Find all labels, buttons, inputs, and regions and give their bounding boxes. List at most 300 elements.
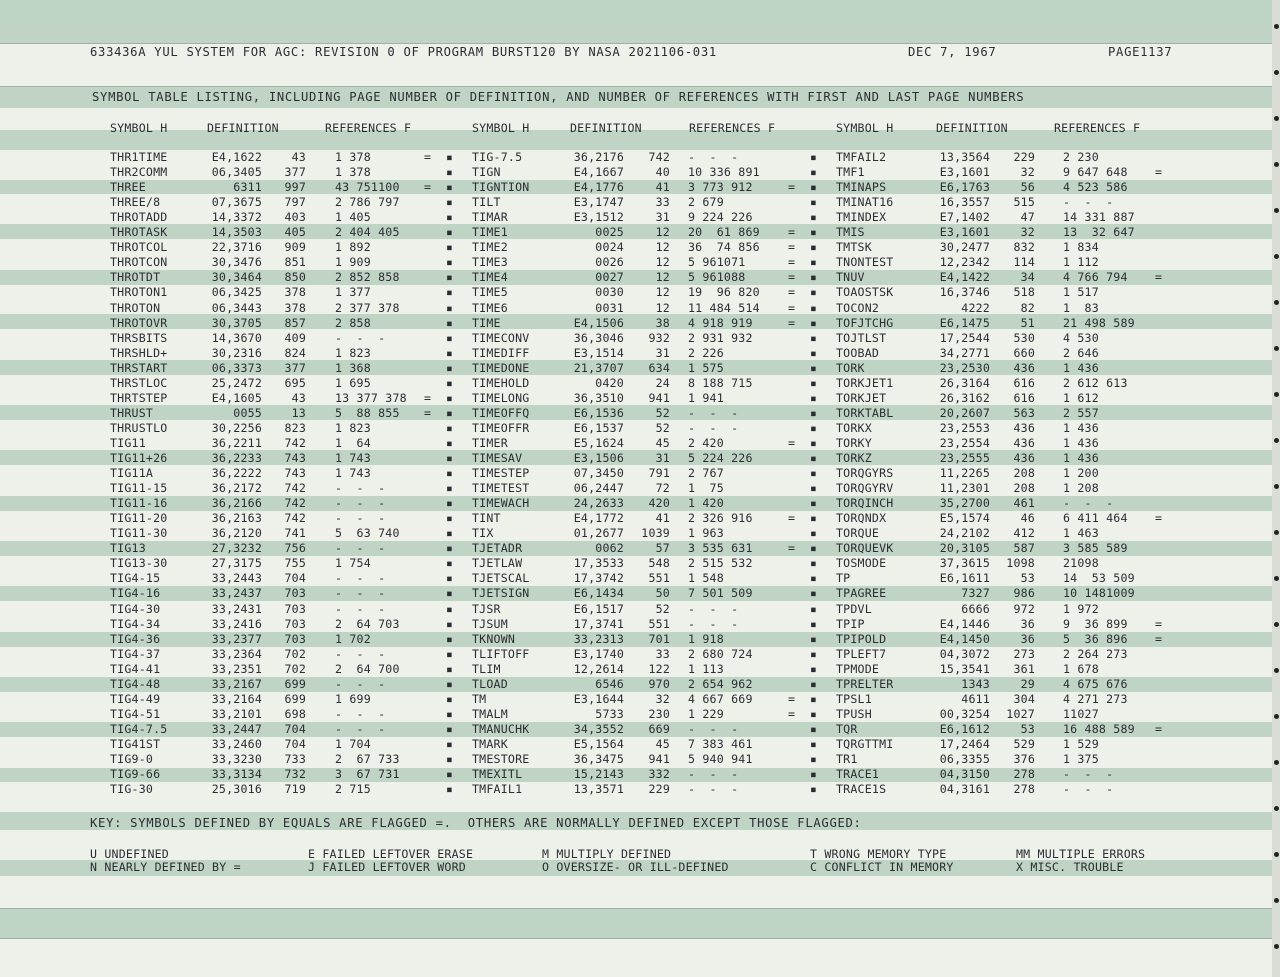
symbol-name: TIMETEST	[472, 481, 530, 496]
symbol-definition: 23,2530	[939, 360, 990, 375]
symbol-name: TRACE1	[836, 767, 880, 782]
symbol-definition: 0030	[595, 285, 624, 300]
symbol-name: THREE/8	[110, 195, 161, 210]
definition-page: 361	[1013, 661, 1035, 676]
symbol-name: TORQUEVK	[836, 541, 894, 556]
symbol-name: TJSUM	[472, 616, 508, 631]
definition-page: 660	[1013, 345, 1035, 360]
definition-page: 797	[284, 195, 306, 210]
definition-page: 403	[284, 210, 306, 225]
definition-page: 698	[284, 706, 306, 721]
column-separator: ▪	[446, 150, 454, 164]
symbol-name: THR2COMM	[110, 165, 168, 180]
definition-page: 850	[284, 270, 306, 285]
definition-page: 756	[284, 541, 306, 556]
symbol-references: 1 963	[688, 526, 724, 541]
column-separator: ▪	[810, 646, 818, 661]
symbol-definition: E4,1776	[573, 180, 624, 195]
symbol-references: 2 377 378	[335, 300, 400, 315]
symbol-references: - - -	[1063, 767, 1114, 782]
symbol-definition: 16,3746	[939, 285, 990, 300]
symbol-references: 2 226	[688, 345, 724, 360]
symbol-references: 1 695	[335, 375, 371, 390]
definition-page: 40	[655, 165, 670, 180]
definition-page: 31	[655, 451, 670, 465]
definition-page: 704	[284, 721, 306, 736]
symbol-name: TORQGYRV	[836, 481, 894, 496]
symbol-name: THRSTART	[110, 360, 168, 375]
symbol-name: TLIM	[472, 661, 501, 676]
symbol-references: - - -	[335, 571, 386, 586]
column-separator: ▪	[810, 511, 818, 526]
symbol-references: - - -	[335, 646, 386, 661]
symbol-references: - - -	[335, 721, 386, 736]
definition-page: 12	[655, 225, 670, 240]
symbol-name: TIG4-37	[110, 646, 161, 661]
definition-page: 941	[648, 752, 670, 766]
feed-hole	[1274, 24, 1279, 29]
symbol-name: TPLEFT7	[836, 646, 887, 661]
equals-flag: =	[788, 240, 796, 255]
symbol-name: TIMEDIFF	[472, 345, 530, 360]
definition-page: 548	[648, 556, 670, 571]
symbol-definition: E4,1446	[939, 616, 990, 631]
symbol-name: TIMESTEP	[472, 466, 530, 481]
definition-page: 72	[655, 481, 670, 496]
symbol-references: - - -	[335, 601, 386, 616]
symbol-references: 1 575	[688, 360, 724, 375]
definition-page: 733	[284, 752, 306, 766]
paper-rule	[0, 908, 1280, 909]
symbol-references: 1 378	[335, 165, 371, 180]
symbol-references: 13 32 647	[1063, 225, 1135, 240]
equals-flag: =	[1155, 511, 1163, 526]
column-separator: ▪	[446, 526, 454, 541]
column-separator: ▪	[446, 315, 454, 330]
symbol-definition: 23,2555	[939, 451, 990, 465]
symbol-name: TIG11	[110, 435, 146, 450]
definition-page: 378	[284, 285, 306, 300]
symbol-definition: 26,3162	[939, 390, 990, 405]
definition-page: 46	[1020, 511, 1035, 526]
symbol-name: TIG4-34	[110, 616, 161, 631]
symbol-definition: 0031	[595, 300, 624, 315]
definition-page: 230	[648, 706, 670, 721]
symbol-name: TLIFTOFF	[472, 646, 530, 661]
column-separator: ▪	[446, 481, 454, 496]
column-separator: ▪	[446, 571, 454, 586]
symbol-definition: E4,1622	[211, 150, 262, 164]
feed-hole	[1274, 760, 1279, 765]
column-separator: ▪	[810, 616, 818, 631]
definition-page: 13	[291, 405, 306, 420]
symbol-definition: 33,3230	[211, 752, 262, 766]
symbol-definition: 6666	[961, 601, 990, 616]
symbol-references: - - -	[1063, 782, 1114, 797]
definition-page: 12	[655, 300, 670, 315]
symbol-name: TLOAD	[472, 676, 508, 691]
definition-page: 703	[284, 616, 306, 631]
symbol-name: THROTASK	[110, 225, 168, 240]
symbol-definition: 4611	[961, 691, 990, 706]
definition-page: 29	[1020, 676, 1035, 691]
column-separator: ▪	[810, 541, 818, 556]
symbol-definition: 34,2771	[939, 345, 990, 360]
definition-page: 332	[648, 767, 670, 782]
symbol-definition: 36,3510	[573, 390, 624, 405]
symbol-definition: 06,3443	[211, 300, 262, 315]
symbol-references: 2 515 532	[688, 556, 753, 571]
symbol-references: 1 378	[335, 150, 371, 164]
symbol-name: TPUSH	[836, 706, 872, 721]
definition-page: 53	[1020, 721, 1035, 736]
symbol-references: - - -	[688, 782, 739, 797]
definition-page: 732	[284, 767, 306, 782]
symbol-name: TIMECONV	[472, 330, 530, 345]
column-separator: ▪	[446, 631, 454, 646]
feed-hole	[1274, 116, 1279, 121]
symbol-definition: 34,3552	[573, 721, 624, 736]
symbol-definition: 36,2233	[211, 451, 262, 465]
column-separator: ▪	[446, 345, 454, 360]
feed-hole	[1274, 668, 1279, 673]
definition-page: 32	[1020, 165, 1035, 180]
symbol-name: TMIS	[836, 225, 865, 240]
symbol-definition: E4,1506	[573, 315, 624, 330]
definition-page: 436	[1013, 420, 1035, 435]
definition-page: 703	[284, 586, 306, 601]
definition-page: 791	[648, 466, 670, 481]
symbol-name: TPAGREE	[836, 586, 887, 601]
column-separator: ▪	[446, 435, 454, 450]
feed-hole	[1274, 208, 1279, 213]
symbol-definition: 17,3533	[573, 556, 624, 571]
column-separator: ▪	[446, 496, 454, 511]
column-separator: ▪	[810, 390, 818, 405]
symbol-name: TIMESAV	[472, 451, 523, 465]
column-separator: ▪	[446, 736, 454, 751]
symbol-definition: E3,1601	[939, 165, 990, 180]
symbol-references: 2 64 703	[335, 616, 400, 631]
symbol-definition: 33,2164	[211, 691, 262, 706]
symbol-name: TQR	[836, 721, 858, 736]
definition-page: 12	[655, 240, 670, 255]
symbol-name: TIG11-15	[110, 481, 168, 496]
symbol-definition: 17,2544	[939, 330, 990, 345]
legend-multiple-errors: MM MULTIPLE ERRORS	[1016, 847, 1146, 861]
symbol-name: THRSTLOC	[110, 375, 168, 390]
symbol-name: TJETLAW	[472, 556, 523, 571]
definition-page: 941	[648, 390, 670, 405]
symbol-name: TPRELTER	[836, 676, 894, 691]
column-separator: ▪	[446, 752, 454, 766]
definition-page: 742	[284, 496, 306, 511]
definition-page: 41	[655, 511, 670, 526]
definition-page: 997	[284, 180, 306, 195]
symbol-definition: 12,2614	[573, 661, 624, 676]
symbol-definition: 25,3016	[211, 782, 262, 797]
legend-undefined: U UNDEFINED	[90, 847, 169, 861]
symbol-name: THROTADD	[110, 210, 168, 225]
symbol-references: - - -	[335, 511, 386, 526]
column-separator: ▪	[446, 451, 454, 465]
symbol-definition: E6,1434	[573, 586, 624, 601]
symbol-name: TPSL1	[836, 691, 872, 706]
legend-wrong-memory: T WRONG MEMORY TYPE	[810, 847, 947, 861]
definition-page: 12	[655, 270, 670, 285]
symbol-definition: 24,2633	[573, 496, 624, 511]
equals-flag: =	[788, 300, 796, 315]
equals-flag: =	[788, 691, 796, 706]
paper-rule	[0, 43, 1280, 44]
symbol-references: 2 654 962	[688, 676, 753, 691]
symbol-references: 1 375	[1063, 752, 1099, 766]
symbol-references: 4 523 586	[1063, 180, 1128, 195]
symbol-references: 1 909	[335, 255, 371, 270]
symbol-references: 2 557	[1063, 405, 1099, 420]
symbol-definition: 6546	[595, 676, 624, 691]
symbol-definition: E3,1644	[573, 691, 624, 706]
equals-flag: =	[788, 285, 796, 300]
column-separator: ▪	[810, 601, 818, 616]
definition-page: 743	[284, 466, 306, 481]
symbol-name: TIX	[472, 526, 494, 541]
definition-page: 31	[655, 210, 670, 225]
symbol-references: 2 420	[688, 435, 724, 450]
symbol-definition: E6,1612	[939, 721, 990, 736]
symbol-references: 2 326 916	[688, 511, 753, 526]
definition-page: 82	[1020, 300, 1035, 315]
column-separator: ▪	[810, 782, 818, 797]
symbol-name: TORK	[836, 360, 865, 375]
equals-flag: =	[788, 225, 796, 240]
symbol-references: 1 368	[335, 360, 371, 375]
symbol-name: TIG4-16	[110, 586, 161, 601]
symbol-name: TIMEOFFR	[472, 420, 530, 435]
symbol-name: TIG13-30	[110, 556, 168, 571]
symbol-name: TORQINCH	[836, 496, 894, 511]
definition-page: 702	[284, 646, 306, 661]
paper-rule	[0, 938, 1280, 939]
symbol-definition: 20,3105	[939, 541, 990, 556]
symbol-references: 1 420	[688, 496, 724, 511]
definition-page: 36	[1020, 631, 1035, 646]
symbol-name: THRUST	[110, 405, 154, 420]
equals-flag: =	[788, 270, 796, 285]
symbol-definition: 33,2351	[211, 661, 262, 676]
symbol-definition: 27,3232	[211, 541, 262, 556]
equals-flag: =	[788, 541, 796, 556]
column-separator: ▪	[446, 541, 454, 556]
definition-page: 742	[284, 481, 306, 496]
symbol-name: TRACE1S	[836, 782, 887, 797]
column-separator: ▪	[446, 511, 454, 526]
symbol-references: - - -	[688, 405, 739, 420]
definition-page: 12	[655, 255, 670, 270]
definition-page: 669	[648, 721, 670, 736]
symbol-references: 5 961088	[688, 270, 746, 285]
symbol-references: 5 88 855	[335, 405, 400, 420]
symbol-name: TINT	[472, 511, 501, 526]
symbol-definition: 36,2222	[211, 466, 262, 481]
symbol-definition: 06,3425	[211, 285, 262, 300]
symbol-references: 2 680 724	[688, 646, 753, 661]
definition-page: 701	[648, 631, 670, 646]
symbol-references: 2 767	[688, 466, 724, 481]
definition-page: 52	[655, 601, 670, 616]
column-separator: ▪	[810, 571, 818, 586]
symbol-references: 13 377 378	[335, 390, 407, 405]
column-separator: ▪	[446, 767, 454, 782]
symbol-references: 1 463	[1063, 526, 1099, 541]
paper-rule	[0, 86, 1280, 87]
symbol-definition: 30,3476	[211, 255, 262, 270]
legend-conflict: C CONFLICT IN MEMORY	[810, 860, 954, 874]
symbol-references: 1 754	[335, 556, 371, 571]
definition-page: 43	[291, 390, 306, 405]
definition-page: 832	[1013, 240, 1035, 255]
definition-page: 972	[1013, 601, 1035, 616]
symbol-name: THRUSTLO	[110, 420, 168, 435]
column-separator: ▪	[810, 526, 818, 541]
column-separator: ▪	[810, 225, 818, 240]
definition-page: 208	[1013, 481, 1035, 496]
definition-page: 51	[1020, 315, 1035, 330]
symbol-references: 4 918 919	[688, 315, 753, 330]
definition-page: 378	[284, 300, 306, 315]
symbol-name: TIG4-7.5	[110, 721, 168, 736]
program-header: 633436A YUL SYSTEM FOR AGC: REVISION 0 OF PROGRAM BURST120 BY NASA 2021106-031	[90, 45, 717, 59]
symbol-name: TIG11-30	[110, 526, 168, 541]
symbol-name: TMF1	[836, 165, 865, 180]
symbol-name: TORKJET	[836, 390, 887, 405]
definition-page: 278	[1013, 767, 1035, 782]
symbol-name: TIG11-16	[110, 496, 168, 511]
symbol-definition: 14,3503	[211, 225, 262, 240]
symbol-name: TNONTEST	[836, 255, 894, 270]
legend-failed-erase: E FAILED LEFTOVER ERASE	[308, 847, 474, 861]
definition-page: 273	[1013, 646, 1035, 661]
symbol-references: 1 704	[335, 736, 371, 751]
equals-flag: =	[424, 180, 432, 195]
symbol-references: 1 377	[335, 285, 371, 300]
symbol-references: 1 83	[1063, 300, 1099, 315]
symbol-definition: 25,2472	[211, 375, 262, 390]
equals-flag: =	[424, 150, 432, 164]
definition-page: 31	[655, 345, 670, 360]
symbol-definition: 33,2431	[211, 601, 262, 616]
column-separator: ▪	[810, 435, 818, 450]
symbol-references: 5 224 226	[688, 451, 753, 465]
column-separator: ▪	[810, 752, 818, 766]
symbol-name: TORQGYRS	[836, 466, 894, 481]
symbol-name: TIMEWACH	[472, 496, 530, 511]
definition-page: 409	[284, 330, 306, 345]
symbol-references: 5 63 740	[335, 526, 400, 541]
symbol-name: TMESTORE	[472, 752, 530, 766]
symbol-definition: 22,3716	[211, 240, 262, 255]
symbol-definition: 30,2477	[939, 240, 990, 255]
symbol-name: TIG4-36	[110, 631, 161, 646]
column-separator: ▪	[810, 150, 818, 164]
feed-hole	[1274, 576, 1279, 581]
definition-page: 755	[284, 556, 306, 571]
symbol-definition: 23,2553	[939, 420, 990, 435]
symbol-references: 4 675 676	[1063, 676, 1128, 691]
symbol-name: TIMEDONE	[472, 360, 530, 375]
symbol-references: 1 823	[335, 420, 371, 435]
column-separator: ▪	[446, 466, 454, 481]
symbol-name: TMANUCHK	[472, 721, 530, 736]
definition-page: 704	[284, 736, 306, 751]
symbol-name: TIG-7.5	[472, 150, 523, 164]
symbol-definition: E6,1517	[573, 601, 624, 616]
legend-misc-trouble: X MISC. TROUBLE	[1016, 860, 1124, 874]
symbol-name: TOJTLST	[836, 330, 887, 345]
symbol-references: 1 612	[1063, 390, 1099, 405]
symbol-definition: E6,1763	[939, 180, 990, 195]
definition-page: 12	[655, 285, 670, 300]
symbol-references: - - -	[688, 420, 739, 435]
legend-oversize: O OVERSIZE- OR ILL-DEFINED	[542, 860, 729, 874]
equals-flag: =	[788, 435, 796, 450]
definition-page: 47	[1020, 210, 1035, 225]
symbol-references: 1 918	[688, 631, 724, 646]
definition-page: 412	[1013, 526, 1035, 541]
symbol-references: 5 36 896	[1063, 631, 1128, 646]
symbol-references: 3 585 589	[1063, 541, 1128, 556]
definition-page: 436	[1013, 360, 1035, 375]
symbol-references: 4 530	[1063, 330, 1099, 345]
symbol-definition: 33,2460	[211, 736, 262, 751]
symbol-definition: E5,1624	[573, 435, 624, 450]
symbol-references: 43 751100	[335, 180, 400, 195]
symbol-references: 1 113	[688, 661, 724, 676]
symbol-definition: E3,1506	[573, 451, 624, 465]
column-separator: ▪	[446, 616, 454, 631]
column-separator: ▪	[810, 721, 818, 736]
symbol-name: TP	[836, 571, 851, 586]
definition-page: 823	[284, 420, 306, 435]
symbol-references: 9 36 899	[1063, 616, 1128, 631]
symbol-references: 7 501 509	[688, 586, 753, 601]
definition-page: 986	[1013, 586, 1035, 601]
legend-failed-word: J FAILED LEFTOVER WORD	[308, 860, 466, 874]
definition-page: 699	[284, 676, 306, 691]
symbol-references: 2 264 273	[1063, 646, 1128, 661]
symbol-name: THRTSTEP	[110, 390, 168, 405]
column-separator: ▪	[446, 210, 454, 225]
definition-page: 57	[655, 541, 670, 556]
column-separator: ▪	[810, 420, 818, 435]
equals-flag: =	[1155, 631, 1163, 646]
symbol-name: TPDVL	[836, 601, 872, 616]
symbol-references: - - -	[335, 586, 386, 601]
symbol-references: 2 612 613	[1063, 375, 1128, 390]
symbol-definition: 7327	[961, 586, 990, 601]
column-separator: ▪	[446, 390, 454, 405]
symbol-definition: 13,3564	[939, 150, 990, 164]
definition-page: 56	[1020, 180, 1035, 195]
column-separator: ▪	[810, 466, 818, 481]
symbol-definition: 00,3254	[939, 706, 990, 721]
column-separator: ▪	[446, 691, 454, 706]
definition-page: 32	[1020, 225, 1035, 240]
legend-nearly-defined: N NEARLY DEFINED BY =	[90, 860, 241, 874]
column-separator: ▪	[810, 586, 818, 601]
column-separator: ▪	[810, 300, 818, 315]
equals-flag: =	[424, 390, 432, 405]
